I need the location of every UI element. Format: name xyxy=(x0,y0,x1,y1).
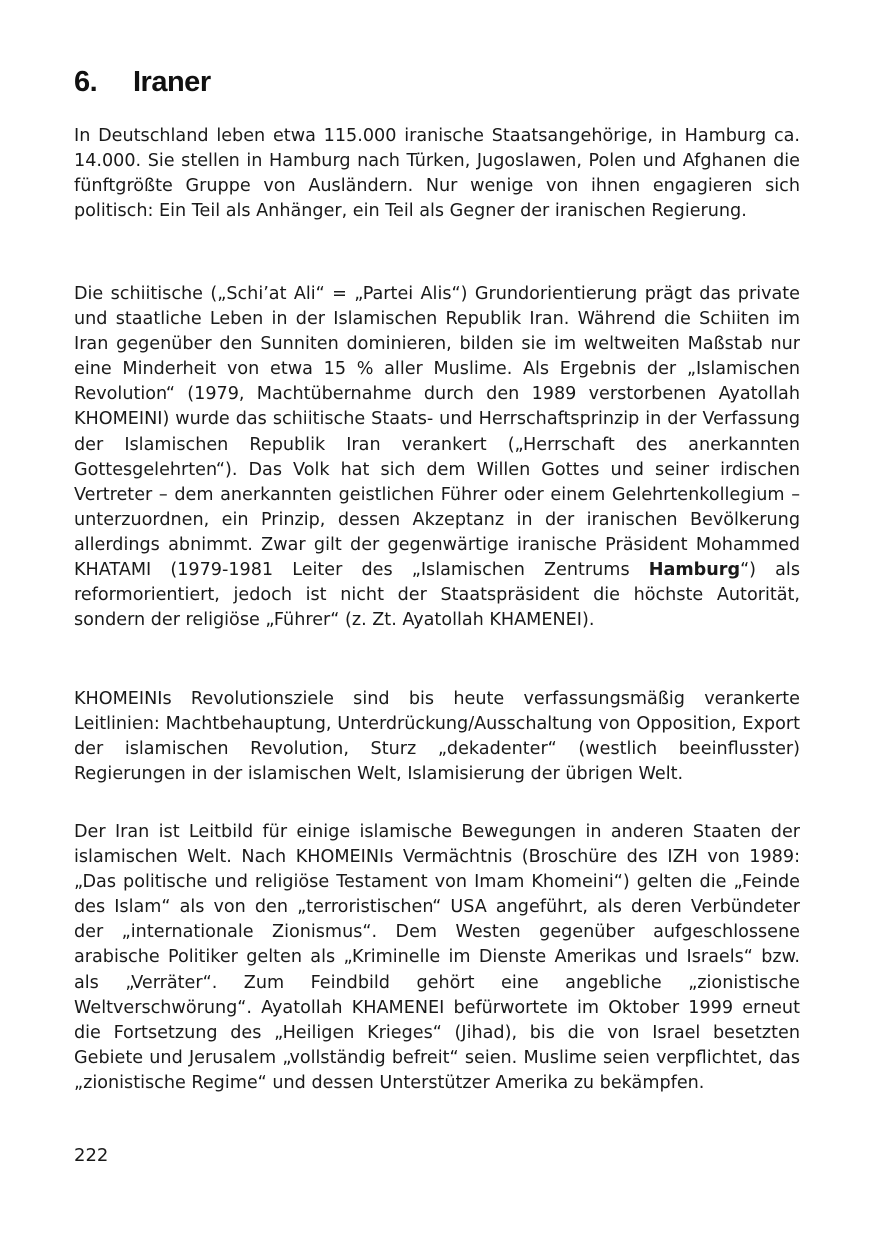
section-title: Iraner xyxy=(133,66,211,98)
page-number: 222 xyxy=(74,1145,109,1166)
paragraph-shiite-orientation xyxy=(74,282,800,633)
paragraph-revolution-goals: KHOMEINIs Revolutionsziele sind bis heute verfassungsmäßig verankerte Leitlinien: Machtbehauptung, Unterdrückung/Ausschaltung von Opposition, Export der islamischen Revolution, Sturz „dekadenter“ (westlich beeinflusster) Regierungen in der islamischen Welt, Islamisierung der übrigen Welt. xyxy=(74,689,800,785)
paragraph-text: Die schiitische („Schi’at Ali“ = „Partei Alis“) Grundorientierung prägt das private und staatliche Leben in der Islamischen Republik Iran. Während die Schiiten im Iran gegenüber den Sunniten dominieren, bilden sie im weltweiten Maßstab nur eine Minderheit von etwa 15 % aller Muslime. Als Ergebnis der „Islamischen Revolution“ (1979, Machtübernahme durch den 1989 verstorbenen Ayatollah KHOMEINI) wurde das schiitische Staats- und Herrschaftsprinzip in der Verfassung der Islamischen Republik Iran verankert („Herrschaft des anerkannten Gottesgelehrten“). Das Volk hat sich dem Willen Gottes und seiner irdischen Vertreter – dem anerkannten geistlichen Führer oder einem Gelehrtenkollegium – unterzuordnen, ein Prinzip, dessen Akzeptanz in der iranischen Bevölkerung allerdings abnimmt. Zwar gilt der gegenwärtige iranische Präsident Mohammed KHATAMI (1979-1981 Leiter des „Islamischen Zentrums xyxy=(74,284,800,581)
paragraph-population: In Deutschland leben etwa 115.000 iranische Staatsangehörige, in Hamburg ca. 14.000. Sie stellen in Hamburg nach Türken, Jugoslawen, Polen und Afghanen die fünftgrößte Gruppe von Ausländern. Nur wenige von ihnen engagieren sich politisch: Ein Teil als Anhänger, ein Teil als Gegner der iranischen Regierung. xyxy=(74,126,800,222)
paragraph-text: “) als reformorientiert, jedoch ist nicht der Staatspräsident die höchste Autorität, sondern der religiöse „Führer“ (z. Zt. Ayatollah KHAMENEI). xyxy=(74,560,800,631)
bold-hamburg: Hamburg xyxy=(648,560,741,581)
paragraph-role-model: Der Iran ist Leitbild für einige islamische Bewegungen in anderen Staaten der islamischen Welt. Nach KHOMEINIs Vermächtnis (Broschüre des IZH von 1989: „Das politische und religiöse Testament von Imam Khomeini“) gelten die „Feinde des Islam“ als von den „terroristischen“ USA angeführt, als deren Verbündeter der „internationale Zionismus“. Dem Westen gegenüber aufgeschlossene arabische Politiker gelten als „Kriminelle im Dienste Amerikas und Israels“ bzw. als „Verräter“. Zum Feindbild gehört eine angebliche „zionistische Weltverschwörung“. Ayatollah KHAMENEI befürwortete im Oktober 1999 erneut die Fortsetzung des „Heiligen Krieges“ (Jihad), bis die von Israel besetzten Gebiete und Jerusalem „vollständig befreit“ seien. Muslime seien verpflichtet, das „zionistische Regime“ und dessen Unterstützer Amerika zu bekämpfen. xyxy=(74,822,800,1093)
section-heading xyxy=(74,66,211,99)
section-number: 6. xyxy=(74,66,98,98)
